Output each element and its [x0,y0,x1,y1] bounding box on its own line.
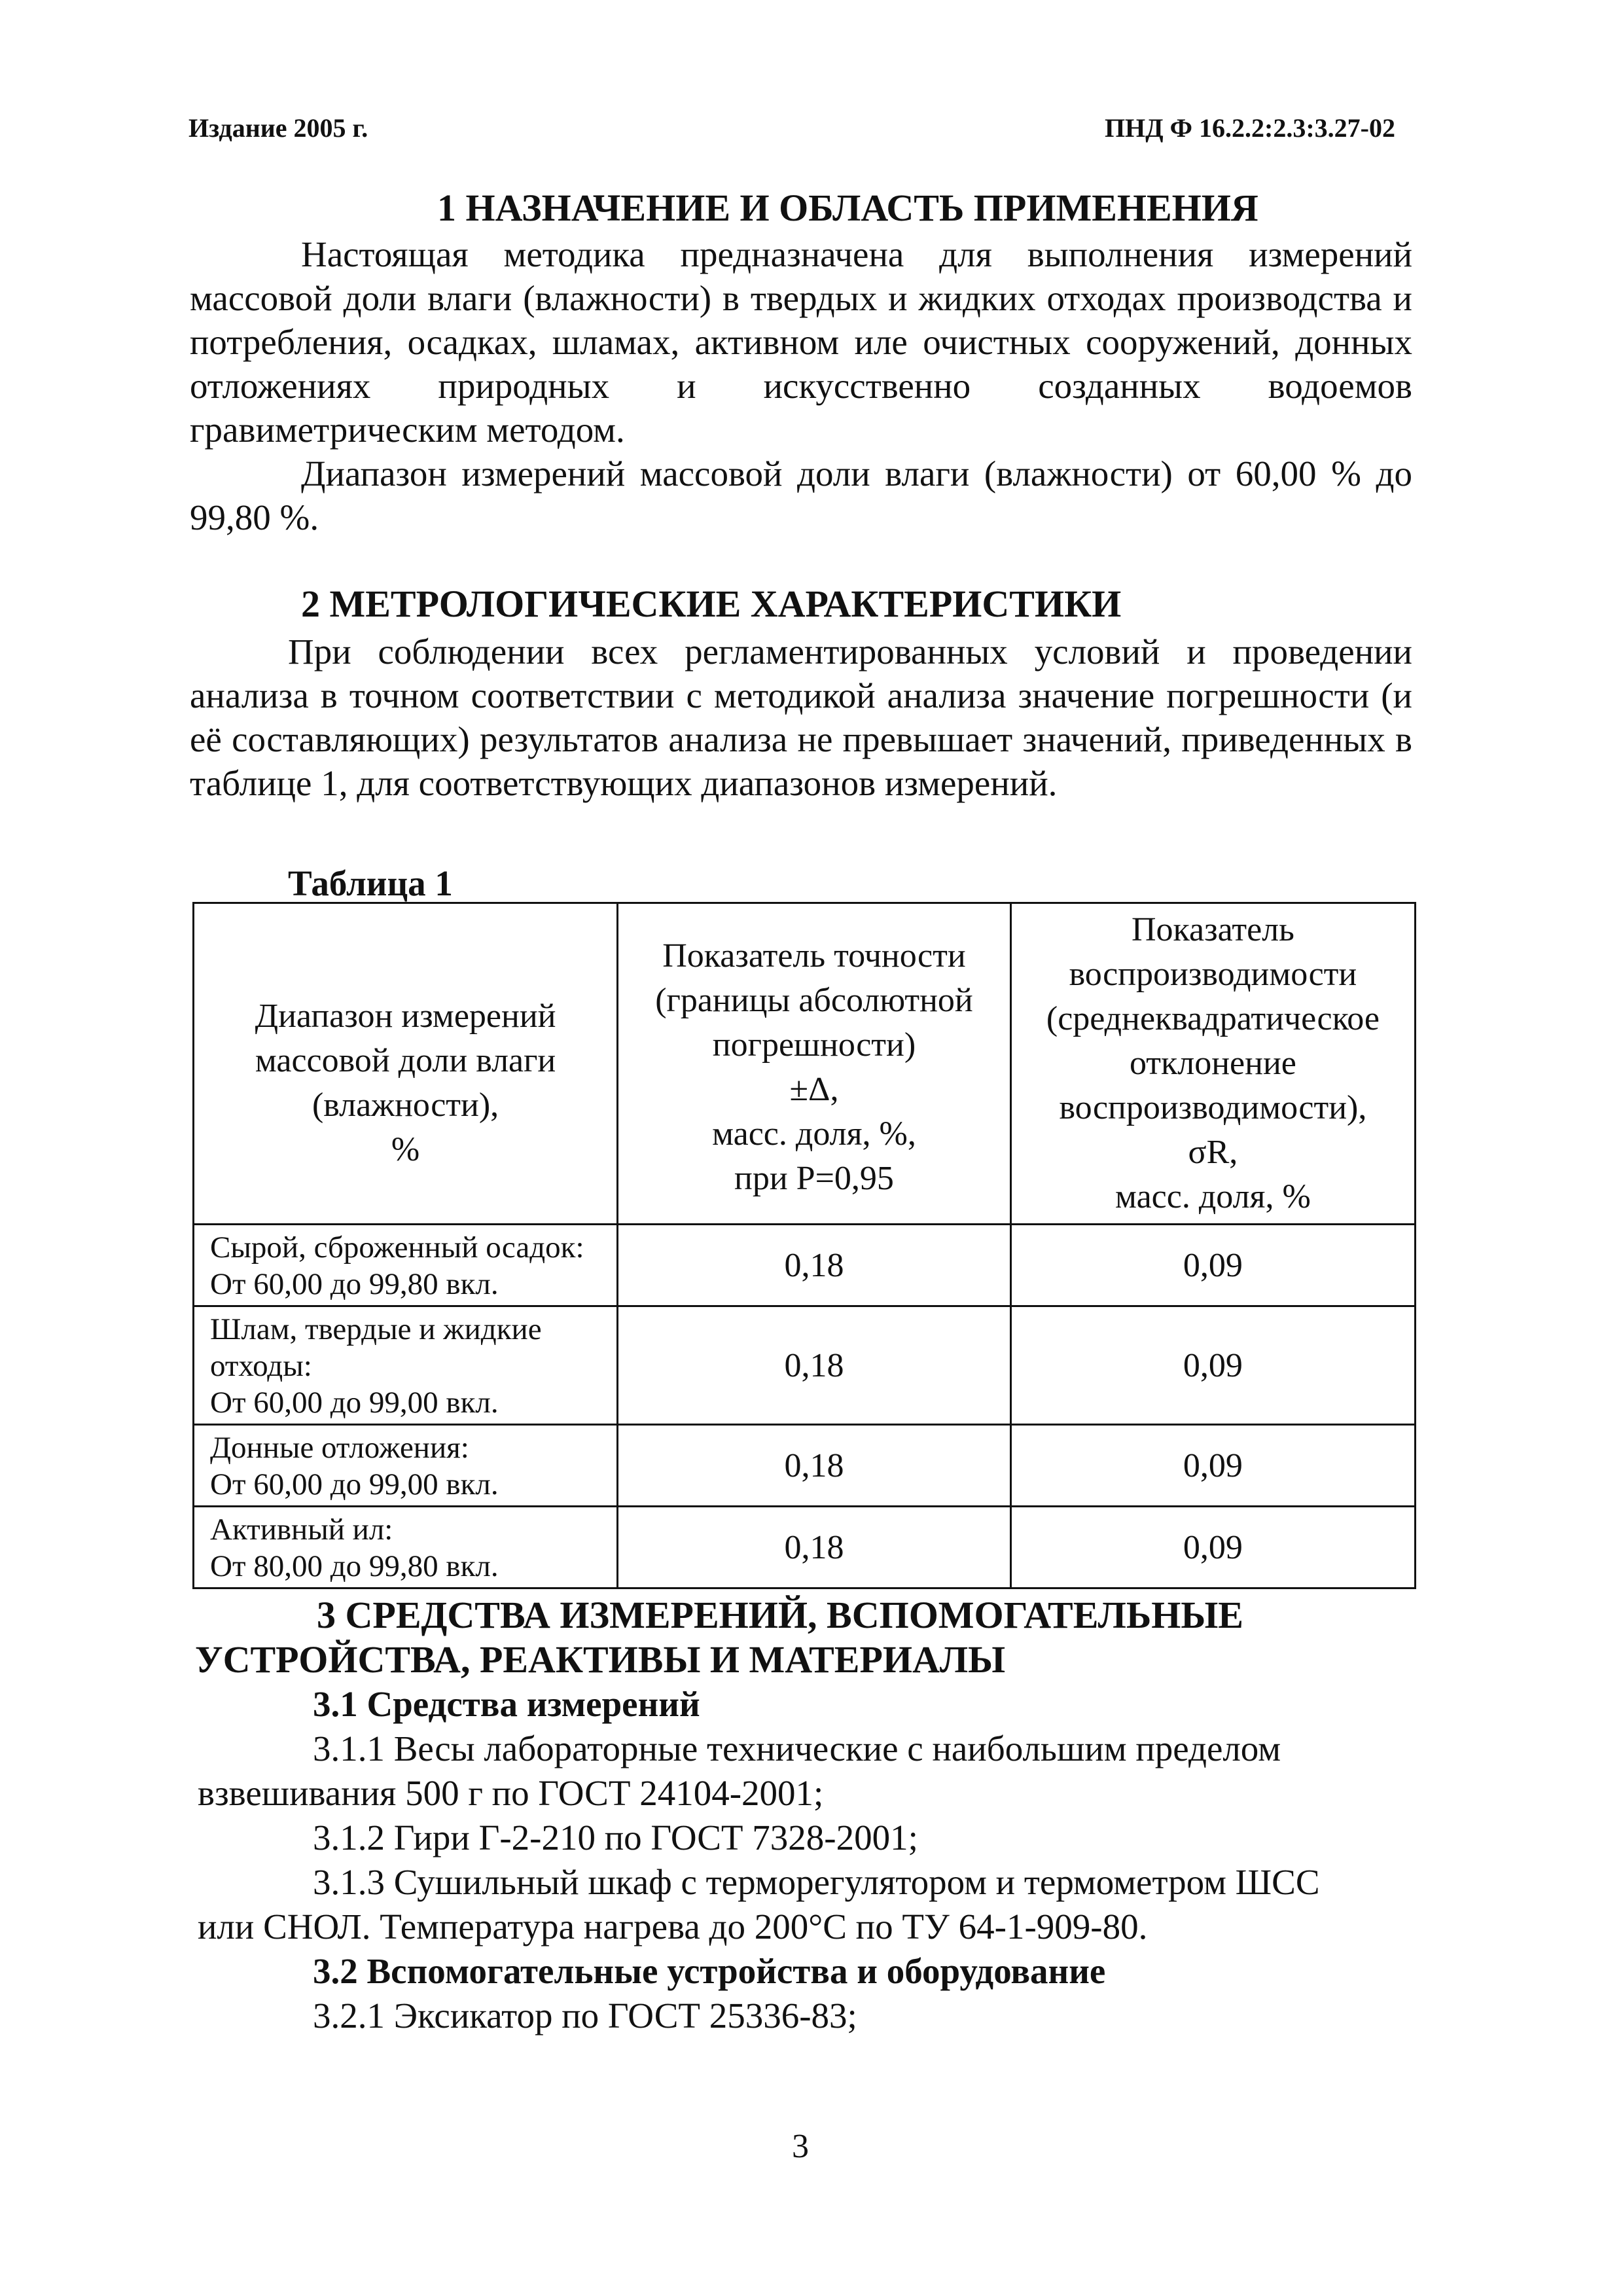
reproducibility-value: 0,09 [1010,1425,1415,1507]
table-row [194,1306,1416,1425]
item-3-1-3-line-2: или СНОЛ. Температура нагрева до 200°С по ТУ 64-1-909-80. [198,1907,1148,1946]
document-code: ПНД Ф 16.2.2:2.3:3.27-02 [1104,113,1395,143]
row-label-line: От 60,00 до 99,00 вкл. [210,1467,499,1501]
header-line: % [391,1131,420,1168]
item-3-1-1-line-2: взвешивания 500 г по ГОСТ 24104-2001; [198,1773,824,1813]
section-1-paragraph-2: Диапазон измерений массовой доли влаги (влажности) от 60,00 % до 99,80 %. [190,454,1412,537]
header-line: ±Δ, [789,1071,839,1108]
section-3-heading-line-1: 3 СРЕДСТВА ИЗМЕРЕНИЙ, ВСПОМОГАТЕЛЬНЫЕ [317,1594,1243,1636]
accuracy-value: 0,18 [618,1425,1011,1507]
reproducibility-value: 0,09 [1010,1225,1415,1306]
header-line: воспроизводимости [1069,956,1357,993]
header-line: погрешности) [712,1026,916,1064]
header-line: (границы абсолютной [655,982,973,1019]
item-3-2-1: 3.2.1 Эксикатор по ГОСТ 25336-83; [313,1996,857,2036]
column-header-range [194,903,618,1225]
table-row [194,1225,1416,1306]
header-line: (влажности), [312,1086,499,1124]
header-line: воспроизводимости), [1059,1089,1367,1126]
item-3-1-3-line-1: 3.1.3 Сушильный шкаф с терморегулятором и термометром ШСС [313,1862,1320,1902]
row-label-line: Донные отложения: [210,1431,469,1465]
row-label-line: От 60,00 до 99,80 вкл. [210,1267,499,1301]
reproducibility-value: 0,09 [1010,1507,1415,1588]
subsection-3-1-heading: 3.1 Средства измерений [313,1684,700,1724]
header-line: при Р=0,95 [734,1160,894,1197]
page-number: 3 [792,2128,809,2165]
accuracy-value: 0,18 [618,1306,1011,1425]
row-label [194,1507,618,1588]
header-line: (среднеквадратическое [1046,1000,1380,1037]
table-row [194,1507,1416,1588]
row-label-line: От 60,00 до 99,00 вкл. [210,1386,499,1420]
row-label-line: От 80,00 до 99,80 вкл. [210,1549,499,1583]
header-line: Диапазон измерений [255,997,556,1035]
subsection-3-2-heading: 3.2 Вспомогательные устройства и оборудование [313,1951,1106,1991]
header-line: Показатель [1131,911,1294,948]
accuracy-value: 0,18 [618,1225,1011,1306]
reproducibility-value: 0,09 [1010,1306,1415,1425]
row-label-line: Активный ил: [210,1513,393,1547]
header-line: отклонение [1129,1045,1296,1082]
item-3-1-1-line-1: 3.1.1 Весы лабораторные технические с наибольшим пределом [313,1729,1281,1768]
row-label-line: отходы: [210,1349,312,1383]
header-line: массовой доли влаги [255,1042,556,1079]
section-2-heading: 2 МЕТРОЛОГИЧЕСКИЕ ХАРАКТЕРИСТИКИ [301,583,1122,625]
section-2-paragraph-1: При соблюдении всех регламентированных условий и проведении анализа в точном соответствии с методикой анализа значение погрешности (и её составляющих) результатов анализа не превышает значений, приведенных в таблице 1, для соответствующих диапазонов измерений. [190,632,1412,803]
row-label-line: Сырой, сброженный осадок: [210,1230,584,1265]
accuracy-value: 0,18 [618,1507,1011,1588]
header-line: масс. доля, %, [712,1115,916,1153]
row-label [194,1225,618,1306]
table-row [194,1425,1416,1507]
section-1-paragraph-1: Настоящая методика предназначена для выполнения измерений массовой доли влаги (влажности) в твердых и жидких отходах производства и потребления, осадках, шламах, активном иле очистных сооружений, донных отложениях природных и искусственно созданных водоемов гравиметрическим методом. [190,234,1412,450]
row-label [194,1425,618,1507]
edition-label: Издание 2005 г. [188,113,368,143]
column-header-accuracy [618,903,1011,1225]
item-3-1-2: 3.1.2 Гири Г-2-210 по ГОСТ 7328-2001; [313,1818,918,1857]
header-line: Показатель точности [662,937,966,975]
table-header-row [194,903,1416,1225]
section-1-heading: 1 НАЗНАЧЕНИЕ И ОБЛАСТЬ ПРИМЕНЕНИЯ [437,187,1258,229]
table-caption: Таблица 1 [288,863,453,903]
header-line: масс. доля, % [1115,1178,1311,1215]
row-label [194,1306,618,1425]
header-line: σR, [1188,1134,1238,1171]
row-label-line: Шлам, твердые и жидкие [210,1312,542,1346]
table-1 [192,902,1416,1589]
column-header-reproducibility [1010,903,1415,1225]
section-3-heading-line-2: УСТРОЙСТВА, РЕАКТИВЫ И МАТЕРИАЛЫ [195,1638,1006,1681]
